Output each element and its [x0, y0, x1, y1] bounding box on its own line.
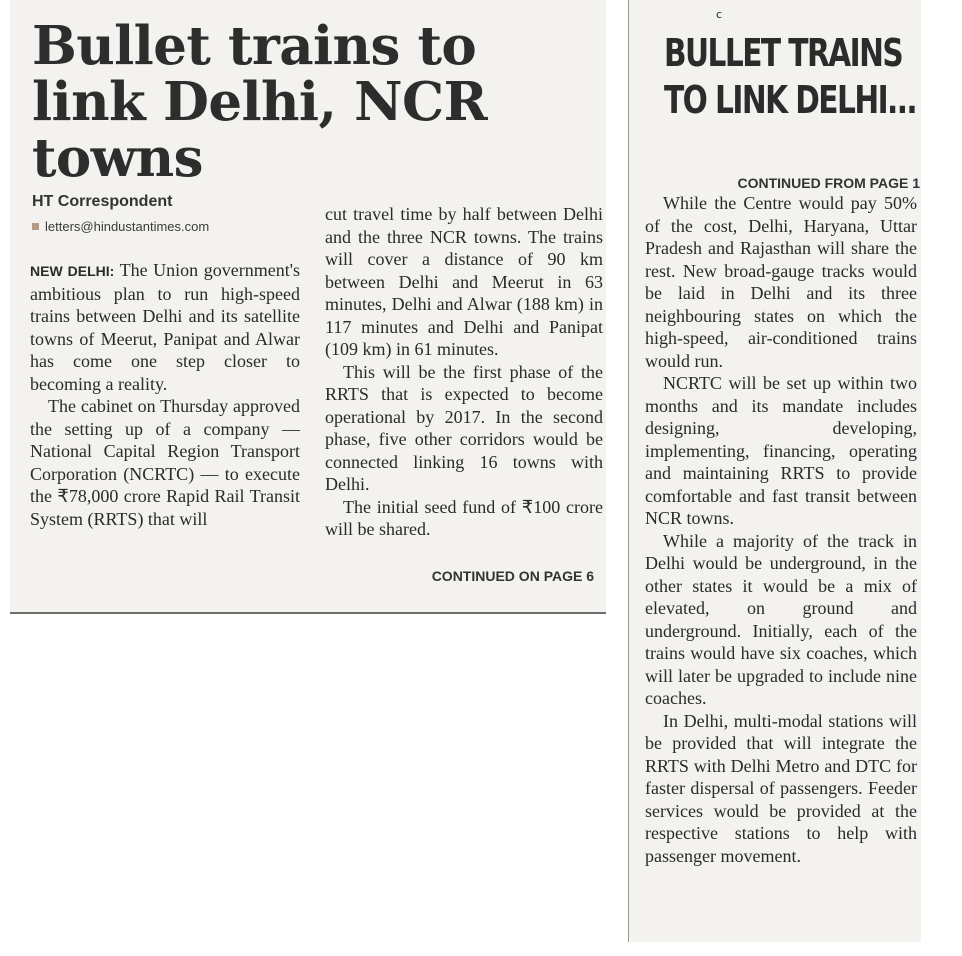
- paragraph-1: [30, 259, 300, 395]
- byline-email: [32, 219, 209, 234]
- paragraph-4: This will be the first phase of the RRTS that is expected to become operational by 2017. In the second phase, five other corridors would be connected linking 16 towns with Delhi.: [325, 361, 603, 494]
- headline: Bullet trains to link Delhi, NCR towns: [32, 15, 488, 189]
- bullet-square-icon: [32, 223, 39, 230]
- continued-column: [645, 192, 917, 867]
- article-column-1: [30, 259, 300, 530]
- email-address: letters@hindustantimes.com: [45, 219, 210, 234]
- continued-paragraph-2: NCRTC will be set up within two months and its mandate includes designing, developing, implementing, financing, operating and maintaining RRTS to provide comfortable and fast transit between NCR towns.: [645, 373, 917, 528]
- byline: HT Correspondent: [32, 193, 173, 210]
- continued-on-label: CONTINUED ON PAGE 6: [431, 568, 594, 584]
- handwritten-mark: c: [716, 8, 723, 21]
- continued-paragraph-4: In Delhi, multi-modal stations will be provided that will integrate the RRTS with Delhi Metro and DTC for faster dispersal of passengers. Feeder services would be provided at the respective stations to help with passenger movement.: [645, 710, 917, 866]
- continued-paragraph-1: While the Centre would pay 50% of the cost, Delhi, Haryana, Uttar Pradesh and Rajasthan will share the rest. New broad-gauge tracks would be laid in Delhi and its three neighbouring states on which the high-speed, air-conditioned trains would run.: [645, 193, 917, 371]
- continued-from-label: CONTINUED FROM PAGE 1: [737, 175, 920, 191]
- paragraph-1-text: The Union government's ambitious plan to run high-speed trains between Delhi and its satellite towns of Meerut, Panipat and Alwar has come one step closer to becoming a reality.: [30, 260, 300, 394]
- continued-paragraph-3: While a majority of the track in Delhi would be underground, in the other states it would be a mix of elevated, on ground and underground. Initially, each of the trains would have six coaches, which will later be upgraded to include nine coaches.: [645, 530, 917, 708]
- paragraph-3: cut travel time by half between Delhi and the three NCR towns. The trains will cover a distance of 90 km between Delhi and Meerut in 63 minutes, Delhi and Alwar (188 km) in 117 minutes and Delhi and Panipat (109 km) in 61 minutes.: [325, 204, 603, 359]
- paragraph-2: The cabinet on Thursday approved the setting up of a company — National Capital Region Transport Corporation (NCRTC) — to execute the ₹78,000 crore Rapid Rail Transit System (RRTS) that will: [30, 396, 300, 529]
- article-column-2: [325, 203, 603, 541]
- paragraph-5: The initial seed fund of ₹100 crore will be shared.: [325, 496, 603, 539]
- continued-headline: BULLET TRAINS TO LINK DELHI...: [664, 31, 917, 122]
- dateline: NEW DELHI:: [30, 263, 115, 279]
